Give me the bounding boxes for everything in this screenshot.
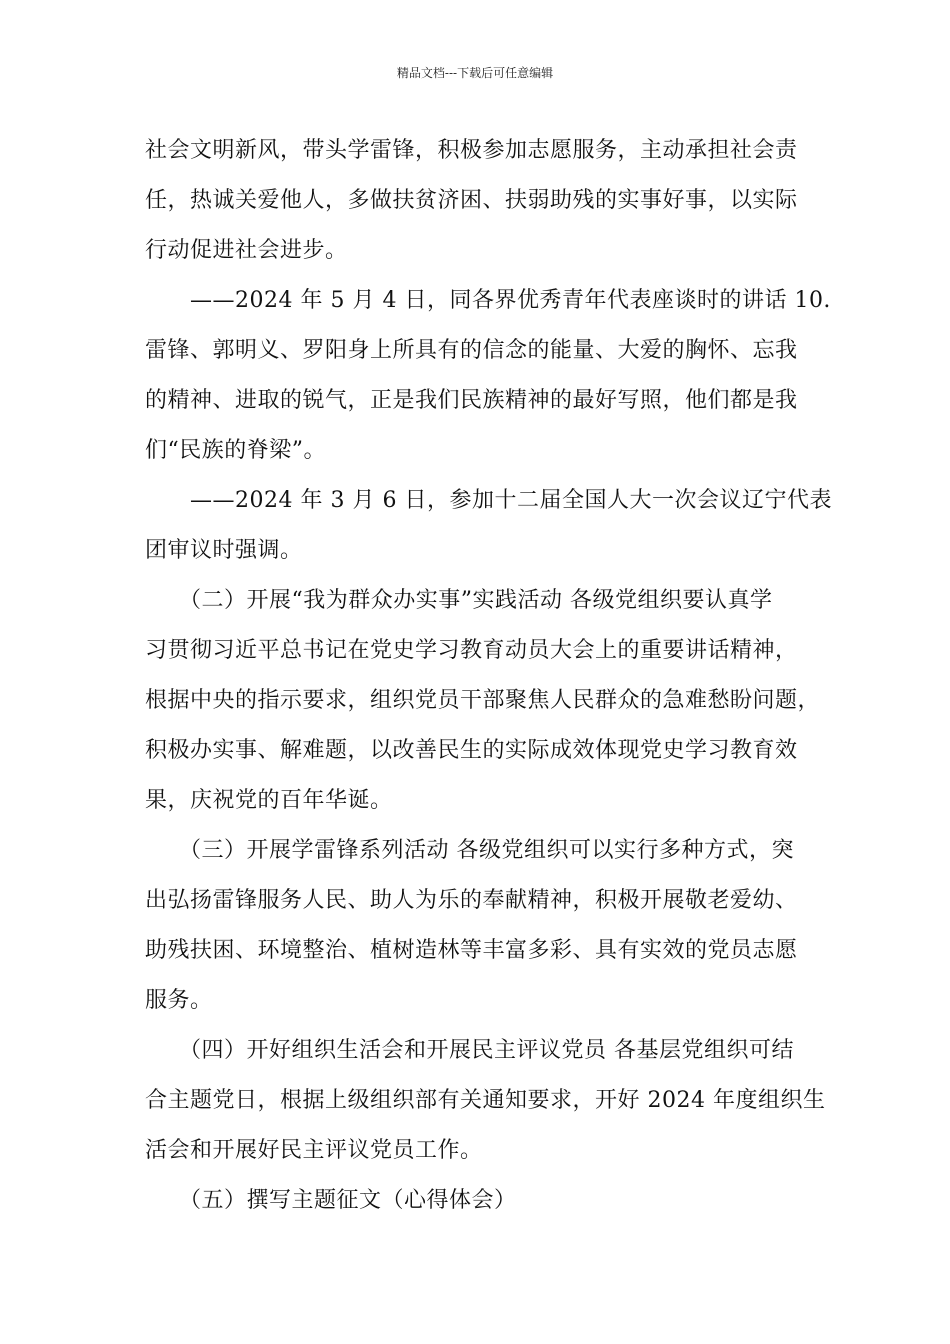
- text-line: 果，庆祝党的百年华诞。: [145, 788, 393, 813]
- text-line: 的精神、进取的锐气，正是我们民族精神的最好写照，他们都是我: [145, 388, 798, 413]
- paragraph-5: [145, 826, 830, 1026]
- text-line: 活会和开展好民主评议党员工作。: [145, 1138, 483, 1163]
- document-body: [145, 126, 830, 1226]
- text-line: （四）开好组织生活会和开展民主评议党员 各基层党组织可结: [145, 1038, 794, 1063]
- text-line: 们“民族的脊梁”。: [145, 438, 326, 463]
- paragraph-2: [145, 276, 830, 476]
- text-line: 团审议时强调。: [145, 538, 303, 563]
- paragraph-4: [145, 576, 830, 826]
- text-line: 习贯彻习近平总书记在党史学习教育动员大会上的重要讲话精神，: [145, 638, 798, 663]
- text-line: 根据中央的指示要求，组织党员干部聚焦人民群众的急难愁盼问题，: [145, 688, 821, 713]
- page-header: [0, 64, 950, 82]
- text-line: 服务。: [145, 988, 213, 1013]
- text-line: 社会文明新风，带头学雷锋，积极参加志愿服务，主动承担社会责: [145, 138, 798, 163]
- text-line: 合主题党日，根据上级组织部有关通知要求，开好 2024 年度组织生: [145, 1088, 826, 1113]
- paragraph-3: [145, 476, 830, 576]
- text-line: （三）开展学雷锋系列活动 各级党组织可以实行多种方式，突: [145, 838, 794, 863]
- text-line: 积极办实事、解难题，以改善民生的实际成效体现党史学习教育效: [145, 738, 798, 763]
- text-line: （五）撰写主题征文（心得体会）: [145, 1188, 517, 1213]
- paragraph-7: [145, 1176, 830, 1226]
- text-line: 行动促进社会进步。: [145, 238, 348, 263]
- text-line: 雷锋、郭明义、罗阳身上所具有的信念的能量、大爱的胸怀、忘我: [145, 338, 798, 363]
- paragraph-6: [145, 1026, 830, 1176]
- text-line: 任，热诚关爱他人，多做扶贫济困、扶弱助残的实事好事，以实际: [145, 188, 798, 213]
- header-text: 精品文档---下载后可任意编辑: [396, 66, 554, 80]
- text-line: ——2024 年 5 月 4 日，同各界优秀青年代表座谈时的讲话 10.: [145, 288, 831, 313]
- text-line: （二）开展“我为群众办实事”实践活动 各级党组织要认真学: [145, 588, 773, 613]
- text-line: 出弘扬雷锋服务人民、助人为乐的奉献精神，积极开展敬老爱幼、: [145, 888, 798, 913]
- text-line: ——2024 年 3 月 6 日，参加十二届全国人大一次会议辽宁代表: [145, 488, 832, 513]
- paragraph-1: [145, 126, 830, 276]
- text-line: 助残扶困、环境整治、植树造林等丰富多彩、具有实效的党员志愿: [145, 938, 798, 963]
